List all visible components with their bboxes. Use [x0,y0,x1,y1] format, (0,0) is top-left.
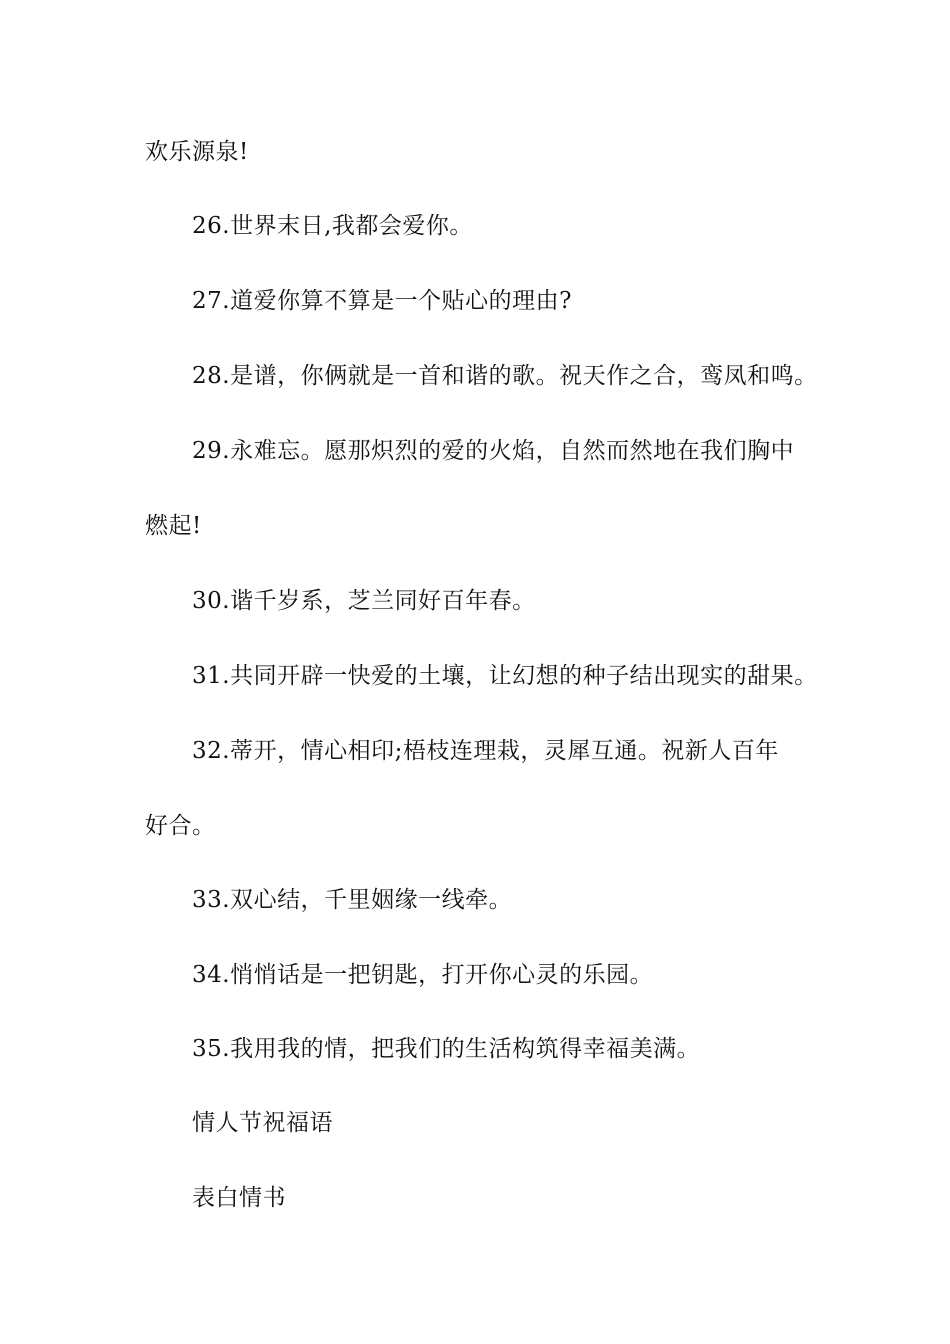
item-32-continuation: 好合。 [145,813,216,839]
item-29: 29.永难忘。愿那炽烈的爱的火焰，自然而然地在我们胸中 [192,438,795,464]
item-27: 27.道爱你算不算是一个贴心的理由? [192,288,572,314]
item-26: 26.世界末日,我都会爱你。 [192,213,473,239]
related-link-love-letter: 表白情书 [192,1185,286,1211]
item-29-continuation: 燃起! [145,513,202,539]
text-line-continuation: 欢乐源泉! [145,139,249,165]
item-28: 28.是谱，你俩就是一首和谐的歌。祝天作之合，鸾凤和鸣。 [192,363,818,389]
item-33: 33.双心结，千里姻缘一线牵。 [192,887,513,913]
item-35: 35.我用我的情，把我们的生活构筑得幸福美满。 [192,1036,701,1062]
item-32: 32.蒂开，情心相印;梧枝连理栽，灵犀互通。祝新人百年 [192,738,779,764]
related-link-valentines-greetings: 情人节祝福语 [192,1110,333,1136]
item-30: 30.谐千岁系，芝兰同好百年春。 [192,588,536,614]
item-31: 31.共同开辟一快爱的土壤，让幻想的种子结出现实的甜果。 [192,663,818,689]
item-34: 34.悄悄话是一把钥匙，打开你心灵的乐园。 [192,962,654,988]
